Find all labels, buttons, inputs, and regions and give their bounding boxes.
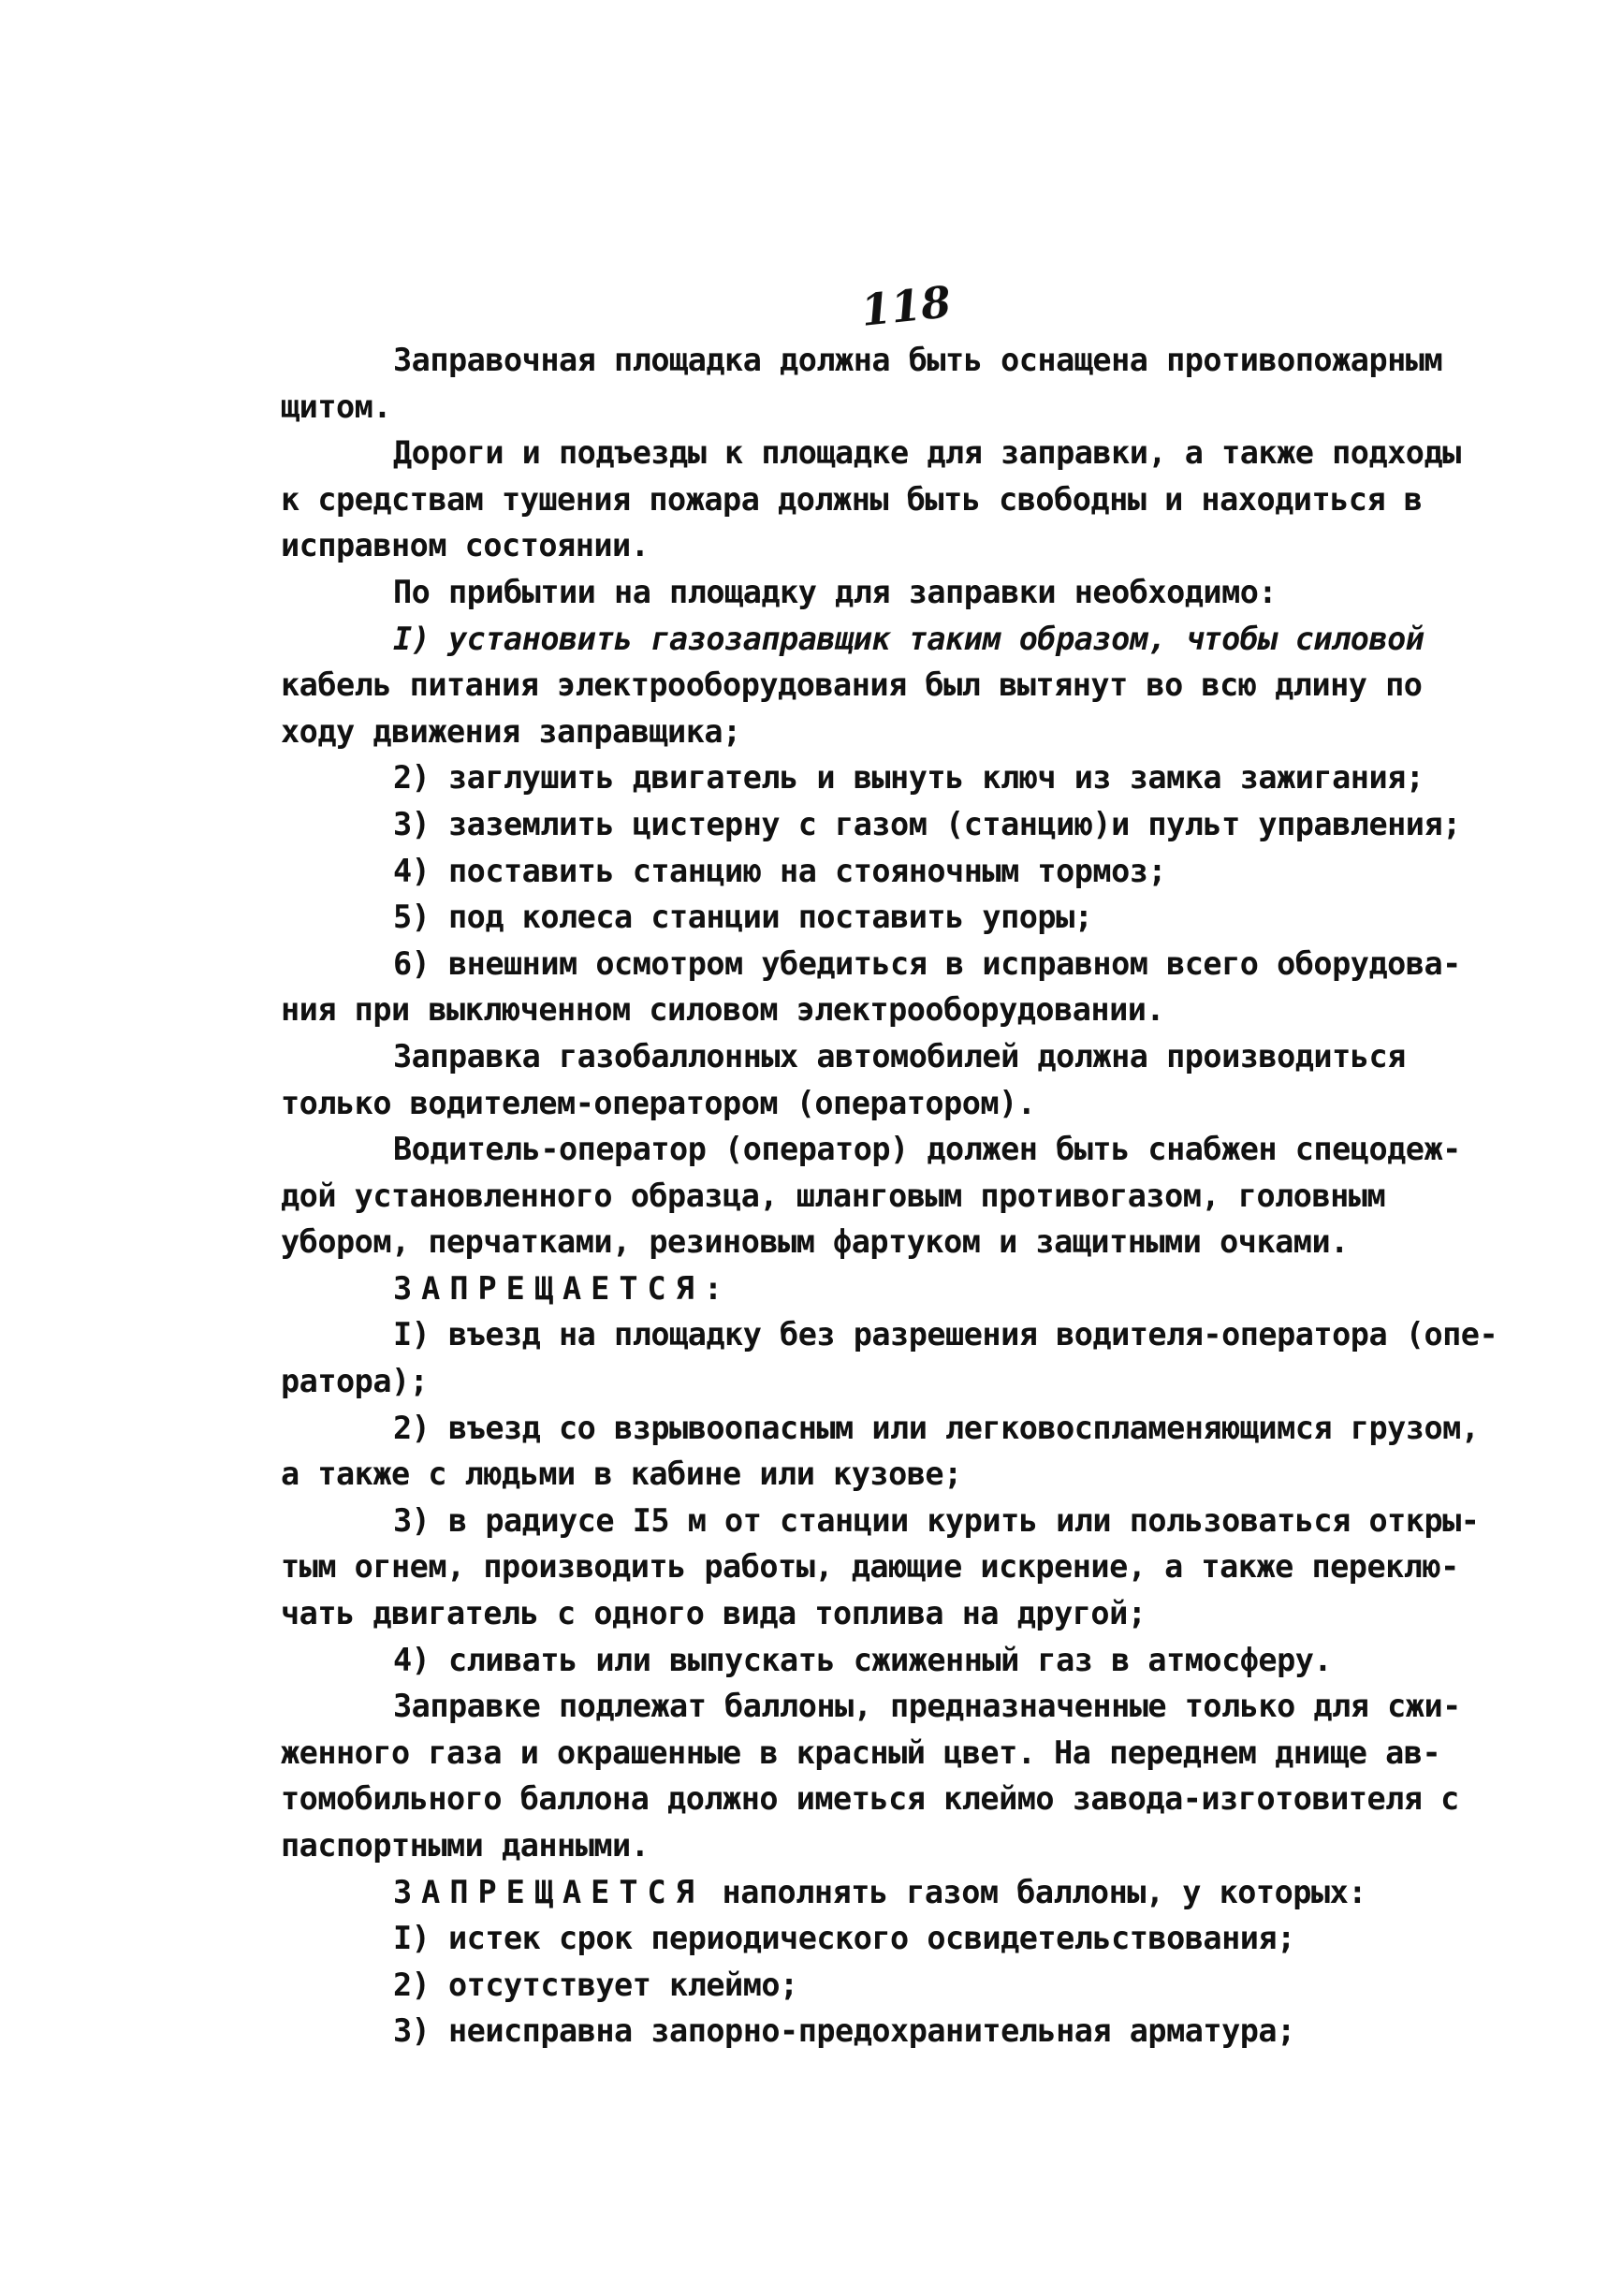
text-line: 2) въезд со взрывоопасным или легковоспламеняющимся грузом, (393, 1409, 1480, 1446)
text-line: ния при выключенном силовом электрооборудовании. (281, 991, 1165, 1029)
text-line: щитом. (281, 388, 392, 425)
text-line: кабель питания электрооборудования был вытянут во всю длину по (281, 666, 1423, 704)
text-line: 3) неисправна запорно-предохранительная арматура; (393, 2012, 1295, 2050)
text-line: 3) заземлить цистерну с газом (станцию)и пульт управления; (393, 805, 1461, 842)
text-line: Заправочная площадка должна быть оснащена противопожарным (393, 342, 1443, 378)
text-line: паспортными данными. (281, 1827, 650, 1864)
text-line: исправном состоянии. (281, 527, 650, 564)
text-line: I) установить газозаправщик таким образом, чтобы силовой (393, 620, 1424, 657)
text-line: а также с людьми в кабине или кузове; (281, 1455, 962, 1493)
text-line: Дороги и подъезды к площадке для заправки, а также подходы (393, 434, 1461, 472)
document-body (281, 337, 1535, 2055)
text-line: 2) отсутствует клеймо; (393, 1966, 798, 2003)
text-line: тым огнем, производить работы, дающие искрение, а также переклю- (281, 1548, 1459, 1586)
text-line: женного газа и окрашенные в красный цвет. На переднем днище ав- (281, 1733, 1441, 1771)
text-line: ратора); (281, 1363, 429, 1400)
text-line: убором, перчатками, резиновым фартуком и защитными очками. (281, 1223, 1349, 1261)
text-line: 4) поставить станцию на стояночным тормоз; (393, 852, 1167, 889)
prohibition-heading: ЗАПРЕЩАЕТСЯ: (393, 1269, 733, 1307)
text-line: чать двигатель с одного вида топлива на другой; (281, 1595, 1147, 1632)
text-line: только водителем-оператором (оператором). (281, 1084, 1036, 1121)
text-line: По прибытии на площадку для заправки необходимо: (393, 573, 1278, 610)
text-line: 4) сливать или выпускать сжиженный газ в атмосферу. (393, 1641, 1333, 1678)
text-line: дой установленного образца, шланговым противогазом, головным (281, 1177, 1386, 1214)
text-line: I) истек срок периодического освидетельствования; (393, 1920, 1295, 1957)
text-line: к средствам тушения пожара должны быть свободны и находиться в (281, 480, 1423, 518)
text-line: томобильного баллона должно иметься клеймо завода-изготовителя с (281, 1780, 1459, 1818)
text-line: Заправке подлежат баллоны, предназначенные только для сжи- (393, 1688, 1461, 1725)
text-line: I) въезд на площадку без разрешения водителя-оператора (опе- (393, 1316, 1498, 1353)
text-line: 3) в радиусе I5 м от станции курить или пользоваться откры- (393, 1501, 1480, 1539)
prohibition-line: ЗАПРЕЩАЕТСЯ наполнять газом баллоны, у которых: (393, 1873, 1366, 1910)
text-line: Заправка газобаллонных автомобилей должна производиться (393, 1037, 1406, 1075)
text-line: 5) под колеса станции поставить упоры; (393, 899, 1093, 936)
text-line: Водитель-оператор (оператор) должен быть снабжен спецодеж- (393, 1131, 1461, 1168)
text-line: 6) внешним осмотром убедиться в исправном всего оборудова- (393, 944, 1461, 982)
text-line: 2) заглушить двигатель и вынуть ключ из замка зажигания; (393, 759, 1424, 797)
page-number: 118 (858, 276, 954, 336)
text-line: ходу движения заправщика; (281, 712, 741, 750)
prohibition-word: ЗАПРЕЩАЕТСЯ (393, 1873, 704, 1910)
